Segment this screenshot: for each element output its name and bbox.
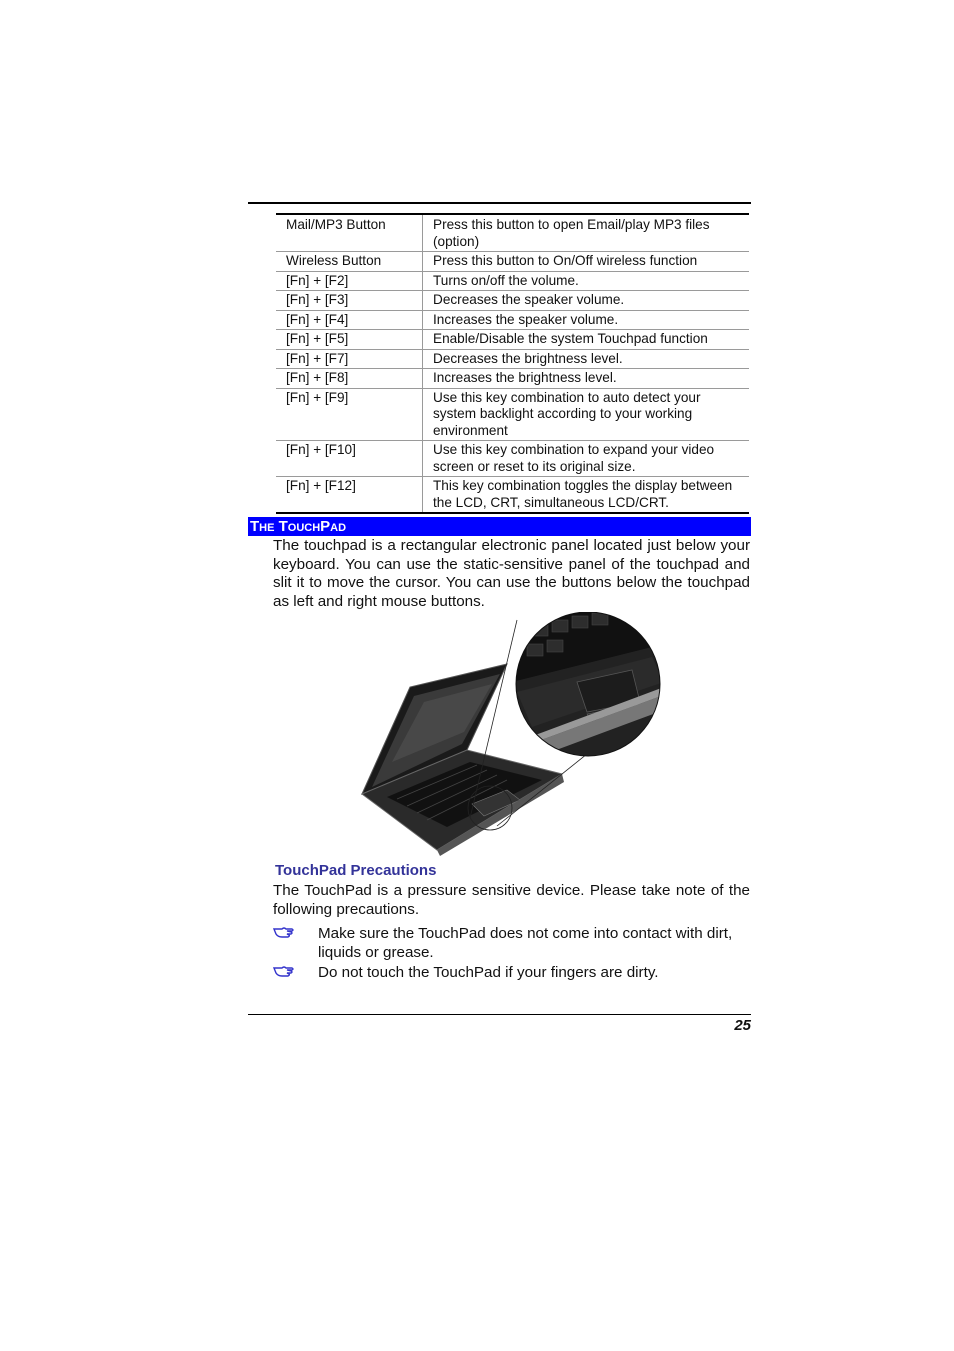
top-rule: [248, 202, 751, 204]
key-combination: Wireless Button: [276, 252, 423, 272]
key-description: Press this button to On/Off wireless function: [423, 252, 750, 272]
key-row: [276, 310, 749, 330]
key-row: [276, 252, 749, 272]
key-row: [276, 441, 749, 477]
key-combination: [Fn] + [F3]: [276, 291, 423, 311]
pointing-hand-icon: [273, 925, 295, 939]
key-combination: [Fn] + [F10]: [276, 441, 423, 477]
key-row: [276, 271, 749, 291]
precaution-text: Make sure the TouchPad does not come into contact with dirt, liquids or grease.: [318, 925, 733, 961]
key-combination: [Fn] + [F12]: [276, 477, 423, 514]
key-description: Enable/Disable the system Touchpad function: [423, 330, 750, 350]
pointing-hand-icon: [273, 964, 295, 978]
key-row: [276, 291, 749, 311]
footer-rule: [248, 1014, 751, 1015]
key-row: [276, 330, 749, 350]
key-combination: [Fn] + [F9]: [276, 388, 423, 441]
key-row: [276, 214, 749, 252]
key-row: [276, 349, 749, 369]
key-description: Decreases the brightness level.: [423, 349, 750, 369]
key-combination: [Fn] + [F2]: [276, 271, 423, 291]
key-combination: [Fn] + [F5]: [276, 330, 423, 350]
touchpad-intro-paragraph: The touchpad is a rectangular electronic panel located just below your keyboard. You can use the static-sensitive panel of the touchpad and slit it to move the cursor. You can use the buttons below the touchpad as left and right mouse buttons.: [273, 537, 750, 611]
key-combination: [Fn] + [F4]: [276, 310, 423, 330]
function-key-rows: [276, 214, 749, 513]
laptop-touchpad-illustration: [352, 612, 664, 856]
key-description: Press this button to open Email/play MP3 files (option): [423, 214, 750, 252]
section-title: The TouchPad: [250, 518, 347, 535]
key-combination: [Fn] + [F7]: [276, 349, 423, 369]
key-description: Increases the brightness level.: [423, 369, 750, 389]
key-description: Use this key combination to auto detect your system backlight according to your working environment: [423, 388, 750, 441]
key-row: [276, 477, 749, 514]
precaution-text: Do not touch the TouchPad if your fingers are dirty.: [318, 964, 659, 981]
precautions-heading: TouchPad Precautions: [275, 862, 437, 879]
key-combination: [Fn] + [F8]: [276, 369, 423, 389]
function-key-table: [276, 213, 749, 514]
key-description: This key combination toggles the display between the LCD, CRT, simultaneous LCD/CRT.: [423, 477, 750, 514]
key-row: [276, 388, 749, 441]
page-number: 25: [734, 1017, 751, 1034]
key-combination: Mail/MP3 Button: [276, 214, 423, 252]
key-description: Increases the speaker volume.: [423, 310, 750, 330]
section-heading-bar: [248, 517, 751, 536]
key-description: Decreases the speaker volume.: [423, 291, 750, 311]
key-description: Use this key combination to expand your video screen or reset to its original size.: [423, 441, 750, 477]
key-description: Turns on/off the volume.: [423, 271, 750, 291]
precautions-intro-paragraph: The TouchPad is a pressure sensitive device. Please take note of the following precautions.: [273, 882, 750, 918]
key-row: [276, 369, 749, 389]
